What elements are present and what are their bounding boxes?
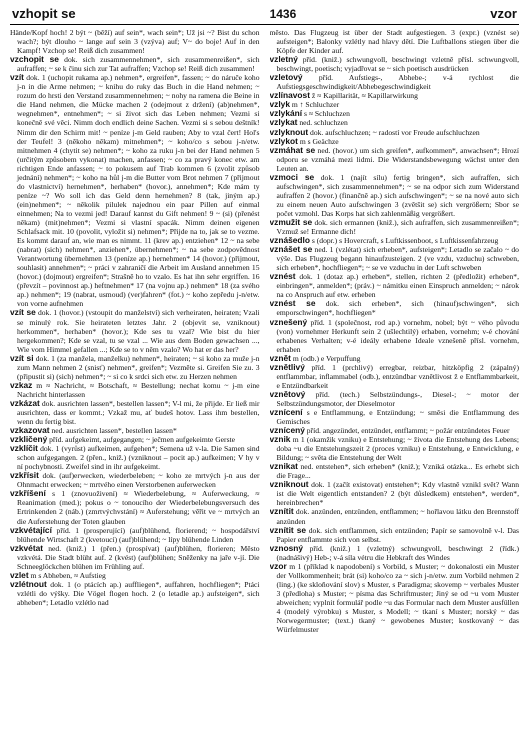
entry-headword: vzchopit se [10, 54, 59, 65]
dictionary-entry [270, 218, 520, 236]
dictionary-entry [10, 426, 260, 435]
entry-body: m ↑ Schluchzer [291, 100, 340, 110]
dictionary-entry [10, 526, 260, 544]
dictionary-entry [270, 272, 520, 299]
entry-headword: vzlyknout [269, 126, 309, 137]
entry-body: s 1 (znovuoživení) ≈ Wiederbelebung, ≈ Auferweckung, ≈ Reanimation (med.); pokus o ~ tonoucího der Wiederbelebungsversuch des Ertrinkenden 2 (náb.) (zmrtvýchvstání) ≈ Auferstehung; věřit ve ~ mrtvých an die Auferstehung der Toten glauben [17, 489, 260, 526]
dictionary-entry [270, 462, 520, 480]
entry-body: dok. sich zusammennehmen*, sich zusammenreißen*, sich aufraffen; ~ se k činu sich zur Tat aufraffen; Vzchop se! Reiß dich zusammen! [17, 55, 260, 74]
entry-body: příd. 1 (prosperující) (auf)blühend, florierend; ~ hospodářství blühende Wirtschaft 2 (kvetoucí) (auf)blühend; ~ lípy blühende Linden [17, 525, 260, 544]
dictionary-entry [270, 73, 520, 91]
dictionary-entry [270, 128, 520, 137]
entry-body: ned. 1 (vzlétat) sich erheben*, aufsteigen*; Letadlo se začalo ~ do výše. Das Flugzeug begann hinaufzusteigen. 2 (ve vzdu, vzduchu) schweben, sich erheben*, hochfliegen*; ~ se ve vzduchu in der Luft schweben [276, 245, 519, 273]
entry-body: dok. (auf)erwecken, wiederbeleben; ~ koho ze mrtvých j-n aus der Ohnmacht erwecken; ~ mrtvého einen Verstorbenen auferwecken [17, 471, 260, 490]
entry-headword: vzít se [10, 307, 36, 318]
entry-body: m 1 (okamžik vzniku) e Entstehung; ~ života die Entstehung des Lebens; doba ~u die Entstehungszeit 2 (proces vzniku) e Entstehung, e Entwicklung, e Bildung; ~ světa die Entstehung der Welt [276, 435, 519, 463]
entry-body: ned. (kniž.) 1 (přen.) (prospívat) (auf)blühen, florieren; Město vzkvétá. Die Stadt blüht auf. 2 (kvést) (auf)blühen; Sněženky na jaře v-jí. Die Schneeglöckchen blühen im Frühling auf. [17, 543, 260, 571]
entry-body: ned. entstehen*, sich erheben* (kniž.); Vzniká otázka... Es erhebt sich die Frage... [276, 462, 519, 481]
entry-body: ned. (hovor.) um sich greifen*, aufkommen*, anwachsen*; Hrozí odporu se vzmáhá mezi lidmi. Die Widerstandsbewegung wächst unter den Leuten an. [276, 145, 519, 173]
entry-headword: vznosný [269, 542, 304, 553]
entry-body: dok. sich ermannen (kniž.), sich aufraffen, sich zusammenreißen*; Vzmuž se! Ermanne dich! [276, 217, 519, 237]
dictionary-entry [270, 390, 520, 408]
entry-body: příd. (kniž.) 1 (vzletný) schwungvoll, beschwingt 2 (řídk.) (nadnášivý) Heb-; v-á síla vétru die Hebkraft des Windes [276, 543, 519, 562]
entry-headword: vzkličený [10, 434, 48, 445]
entry-body: příd. Aufstiegs-, Abhebe-; v-á rychlost die Aufstiegsgeschwindigkeit/Abhebegeschwindigkeit [276, 73, 519, 92]
entry-headword: vznést se [269, 298, 316, 309]
entry-body: příd. 1 (prchlivý) erregbar, reizbar, hitzköpfig 2 (zápalný) entflammbar, inflammabel (odb.), entzündbar vznětlivost ž e Entflammbarkeit, e Entzündbarkeit [276, 362, 519, 390]
dictionary-entry [270, 507, 520, 525]
entry-headword: vznikat [269, 461, 298, 472]
entry-body: ned. ausrichten lassen*, bestellen lassen* [51, 426, 177, 436]
entry-body: s (dopr.) s Hovercraft, s Luftkissenboot, s Luftkissenfahrzeug [311, 236, 499, 246]
entry-headword: vzklíčit [10, 443, 38, 454]
dictionary-entry [270, 480, 520, 507]
entry-headword: vzlykání [269, 108, 303, 119]
dictionary-entry [10, 580, 260, 607]
entry-headword: vzkvétající [10, 524, 52, 535]
dictionary-entry [270, 245, 520, 272]
dictionary-entry [10, 308, 260, 353]
entry-headword: vzkvétat [10, 542, 44, 553]
entry-headword: vzkříšení [10, 488, 46, 499]
entry-headword: vzor [269, 560, 287, 571]
columns [10, 28, 519, 756]
entry-body: dok. 1 (začít existovat) entstehen*; Kdy vlastně vznikl svět? Wann ist die Welt eigentlich entstanden? 2 (být důsledkem) entstehen*, werden*, hereinbrechen* [276, 480, 519, 508]
entry-body: dok. anzünden, entzünden, entflammen; ~ hořlavou látku den Brennstoff anzünden [276, 507, 519, 526]
entry-headword: vznášedlo [269, 235, 310, 246]
dictionary-entry [270, 426, 520, 435]
entry-body: s e Entflammung, e Entzündung; ~ směsi die Entflammung des Gemisches [276, 407, 519, 427]
dictionary-entry [270, 435, 520, 462]
entry-headword: vzít si [10, 352, 34, 363]
dictionary-entry [270, 562, 520, 634]
entry-headword: vzlykot [269, 135, 298, 146]
entry-body: město. Das Flugzeug ist über der Stadt aufgestiegen. 3 (expr.) (vznést se) aufsteigen*; Balonky vzlétly nad hlavy dětí. Die Luftballons stiegen über die Köpfe der Kinder auf. [269, 28, 519, 56]
entry-headword: vznětlivý [269, 361, 305, 372]
entry-headword: vzlet [10, 569, 29, 580]
header-left-guideword: vzhopit se [12, 6, 76, 21]
entry-headword: vzmoci se [269, 171, 315, 182]
entry-headword: vzletný [269, 54, 298, 65]
entry-headword: vzlétnout [10, 578, 47, 589]
entry-body: příd. 1 (společnost, rod ap.) vornehm, nobel; být ~ vého původu (von) vornehmer Herkunft sein 2 (ušlechtilý) erhaben, vornehm; v-é chování erhabenes Verhalten; v-é ideály erhabene Ideale vznešeně přísl. vornehm, erhaben [276, 317, 519, 354]
dictionary-entry [270, 28, 520, 55]
entry-headword: vzlyk [269, 99, 290, 110]
dictionary-entry [10, 354, 260, 381]
dictionary-entry [270, 55, 520, 73]
entry-body: Hände/Kopf hoch! 2 být ~ (běží) auf sein*, wach sein*; Už jsi ~? Bist du schon wach?; být dlouho ~ lange auf sein 3 (vzýva) auf; V~ do boje! Auf in den Kampf! Vzchop se! Reiß dich zusammen! [10, 28, 260, 56]
entry-headword: vznítit se [269, 524, 307, 535]
dictionary-entry [270, 408, 520, 426]
entry-body: dok. 1 (uchopit rukama ap.) nehmen*, ergreifen*, fassen; ~ do náruče koho j-n in die Arme nehmen; ~ knihu do ruky das Buch in die Hand nehmen; ~ rozum do hrsti den Verstand zusammennehmen; ~ nohy na ramena die Beine in die Hand nehmen, die Mücke machen 2 (odejmout z držení) (ab)nehmen*, wegnehmen*, entnehmen*; ~ si život sich das Leben nehmen; Vezmi si konečně své věci. Nimm doch endlich deine Sachen. Vezmi si s sebou deštník! Nimm dir den Schirm mit! ~ peníze j-m Geld rauben; Aby to vzal čert! Hol's der Teufel! 3 (někoho někam) mitnehmen*; ~ koho/co s sebou j-n/etw. mitnehmen 4 (chytit se) nehmen*; ~ koho za ruku j-n bei der Hand nehmen 5 (určitým způsobem vykonat) machen, anfassen; ~ co za pravý konec etw. am richtigen Ende anfassen; ~ to pokusem auf Trab kommen 6 (zvolit způsob jednání) nehmen*; ~ koho na hůl j-m die Butter vom Brot nehmen 7 (přijmout do vlastnictví) hernehmen*, herhaben* (hovor.), annehmen*; Kde mám ty peníze ~? Wo soll ich das Geld denn hernehmen? 8 (tak, jiným ap.) (ein)nehmen*; ~ několik pilulek najednou ein paar Pillen auf einmal einnehmen; Na to vezmi jed! Darauf kannst du Gift nehmen! 9 ~ (si) (přenést někam) (mit)nehmen*; Vezmi si vlastní spacák. Nimm deinen eigenen Schlafsack mit. 10 (povolit, vyložit si) nehmen*; Přijde na to, jak se to vezme. Es kommt darauf an, wie man es nimmt. 11 (krev ap.) entziehen* 12 ~ na sebe (nabrat) (sich) nehmen*, anziehen*, übernehmen*; ~ na sebe zodpovědnost Verantwortung übernehmen 13 (peníze ap.) hernehmen* 14 (hovor.) (přijmout, souhlasit) annehmen*; ~ práci v zahraničí die Arbeit im Ausland annehmen 15 (hovor.) (dojmout) ergreifen*; Strašně ho to vzalo. Es hat ihn sehr ergriffen. 16 (převzít – povinnost ap.) heftnehmen* 17 (na vojnu ap.) nehmen* 18 (za svého ap.) nehmen*; 19 (nabrat, usmoud) (ver)fahren* (fot.) ~ koho zepředu j-n/etw. von vorne aufnehmen [17, 73, 260, 309]
page-header [10, 6, 519, 25]
entry-headword: vzletový [269, 72, 303, 83]
entry-body: s ≈ Schluchzen [304, 109, 350, 119]
entry-body: dok. 1 (dotaz ap.) erheben*, stellen, richten 2 (předložit) erheben*, einbringen*, anmelden*; (práv.) ~ námitku einen Einspruch anmelden; ~ nárok na co Anspruch auf etw. erheben [276, 272, 519, 300]
entry-headword: vznícení [269, 406, 303, 417]
dictionary-entry [270, 544, 520, 562]
entry-headword: vzkázat [10, 397, 40, 408]
entry-body: příd. angezündet, entzündet, entflammt; ~ požár entzündetes Feuer [306, 426, 510, 436]
entry-headword: vznět [269, 352, 291, 363]
dictionary-entry [270, 354, 520, 363]
entry-headword: vznik [269, 434, 291, 445]
entry-body: dok. 1 (najít sílu) fertig bringen*, sich aufraffen, sich aufschwingen*, sich zusammennehmen*; ~ se na odpor sich zum Widerstand aufraffen 2 (hovor.) (finančně ap.) sich aufschwingen*; ~ se na nové auto sich zu einem neuen Auto aufschwingen 3 (zvětšit se) sich vergrößern; Sbor se počet vzmohl. Das Korps hat sich zahlenmäßig vergrößert. [276, 172, 519, 218]
entry-headword: vzniknout [269, 479, 309, 490]
dictionary-entry [270, 318, 520, 354]
entry-body: dok. 1 (vyrůst) aufkeimen, aufgehen*; Semena už v-la. Die Samen sind schon aufgegangen. 2 (přen., kniž.) (vzniknout – pocit ap.) aufkeimen; V hy v ní pochybnosti. Zweifel sind in ihr aufgekeimt. [17, 444, 260, 472]
entry-body: dok. ausrichten lassen*, bestellen lassen*; V-l mi, že přijde. Er ließ mir ausrichten, dass er kommt.; Vzkaž mu, ať budeš hotov. Lass ihm bestellen, wenn du fertig bist. [17, 398, 260, 427]
dictionary-entry [10, 544, 260, 571]
entry-body: ned. schluchzen [299, 118, 348, 128]
dictionary-entry [10, 435, 260, 444]
entry-headword: vzít [10, 72, 24, 83]
entry-body: ž ≈ Kapillarität, ≈ Kapillarwirkung [311, 91, 418, 101]
entry-body: dok. 1 (za manžela, manželku) nehmen*, heiraten; ~ si koho za muže j-n zum Mann nehmen 2 (snisť) nehmen*, greifen*; Vezměte si. Greifen Sie zu. 3 (připustit si) (sich) nehmen*; ~ si co k srdci sich etw. zu Herzen nehmen [17, 353, 260, 381]
entry-body: příd. aufgekeimt, aufgegangen; ~ ječmen aufgekeimte Gerste [49, 435, 236, 445]
dictionary-entry [270, 363, 520, 390]
entry-headword: vzlínavost [269, 90, 310, 101]
entry-body: dok. 1 (o ptácích ap.) auffliegen*, auffahren, hochfliegen*; Ptáci vzlétli do výšky. Die Vögel flogen hoch. 2 (o letadle ap.) aufsteigen*, sich abheben*; Letadlo vzlétlo nad [17, 579, 260, 607]
entry-headword: vzkřísit [10, 470, 39, 481]
entry-body: m 1 (příklad k napodobení) s Vorbild, s Muster; ~ dokonalosti ein Muster der Vollkommenheit; brát (si) koho/co za ~ sich j-n/etw. zum Vorbild nehmen 2 (ling.) (ke skloňování slov) s Muster, s Paradigma; skovemp ~ verbales Muster 3 (předloha) s Muster; ~ písma das Schriftmuster; Jiný se od ~u vom Muster abweichen; vyplnit formulář podle ~u das Formular nach dem Muster ausfüllen 4 (modelý výrobku) s Muster, s Modell; ~ tkaní s Muster; norský ~ das Norwegermuster; (text.) tkaný ~ gewobenes Muster; kostkovaný ~ das Würfelmuster [276, 561, 519, 635]
dictionary-entry [10, 399, 260, 426]
entry-body: příd. (kniž.) schwungvoll, beschwingt vzletně přísl. schwungvoll, beschwingt, poetisch; vyjadřovat se ~ sich poetisch ausdrücken [276, 55, 519, 74]
header-right-guideword: vzor [490, 6, 517, 21]
entry-body: dok. aufschluchzen; ~ radostí vor Freude aufschluchzen [310, 127, 480, 137]
entry-body: dok. sich erheben*, sich (hinauf)schwingen*, sich emporschwingen*, hochfliegen* [276, 299, 519, 318]
dictionary-entry [10, 55, 260, 73]
entry-headword: vznítit [269, 506, 294, 517]
entry-headword: vzkazovat [10, 425, 50, 436]
entry-body: dok. 1 (hovor.) (vstoupit do manželství) sich verheiraten, heiraten; Vzali se minulý rok. Sie heirateten letztes Jahr. 2 (objevit se, vzniknout) herkommen*, herhaben* (hovor.); Kde ses tu vzal? Wie bist du hier hergekommen?; Kde se vzal, tu se vzal ... Wie aus dem Boden gewachsen ..., Wie vom Himmel gefallen ...; Kde se to v něm vzalo? Wo hat er das her? [17, 308, 260, 354]
entry-headword: vzmužit se [269, 216, 313, 227]
dictionary-entry [270, 173, 520, 218]
entry-headword: vzmáhat se [269, 144, 316, 155]
entry-body: m s Geächze [299, 136, 339, 146]
dictionary-entry [10, 28, 260, 55]
entry-headword: vznětový [269, 388, 306, 399]
dictionary-entry [270, 299, 520, 317]
dictionary-entry [10, 571, 260, 580]
entry-headword: vznést [269, 271, 296, 282]
dictionary-entry [10, 471, 260, 489]
entry-headword: vznešený [269, 316, 308, 327]
dictionary-entry [10, 444, 260, 471]
dictionary-entry [270, 146, 520, 173]
right-column [270, 28, 520, 756]
entry-headword: vznícený [269, 425, 305, 436]
entry-body: příd. (tech.) Selbstzündungs-, Diesel-; ~ motor der Selbstzündungsmotor, der Dieselmotor [276, 389, 519, 408]
entry-headword: vzkaz [10, 379, 33, 390]
page-number: 1436 [269, 7, 297, 21]
left-column [10, 28, 260, 756]
entry-body: m ≈ Nachricht, ≈ Botschaft, ≈ Bestellung; nechat komu ~ j-m eine Nachricht hinterlassen [17, 380, 260, 399]
dictionary-entry [10, 489, 260, 525]
entry-headword: vzlykat [269, 117, 298, 128]
dictionary-entry [10, 381, 260, 399]
dictionary-entry [10, 73, 260, 308]
entry-body: m (odb.) e Verpuffung [292, 353, 361, 363]
entry-body: dok. sich entflammen, sich entzünden; Papír se samovolně v-l. Das Papier entflammte sich von selbst. [276, 525, 519, 544]
entry-body: m s Abheben, ≈ Aufstieg [30, 570, 106, 580]
entry-headword: vznášet se [269, 244, 313, 255]
dictionary-entry [270, 526, 520, 544]
